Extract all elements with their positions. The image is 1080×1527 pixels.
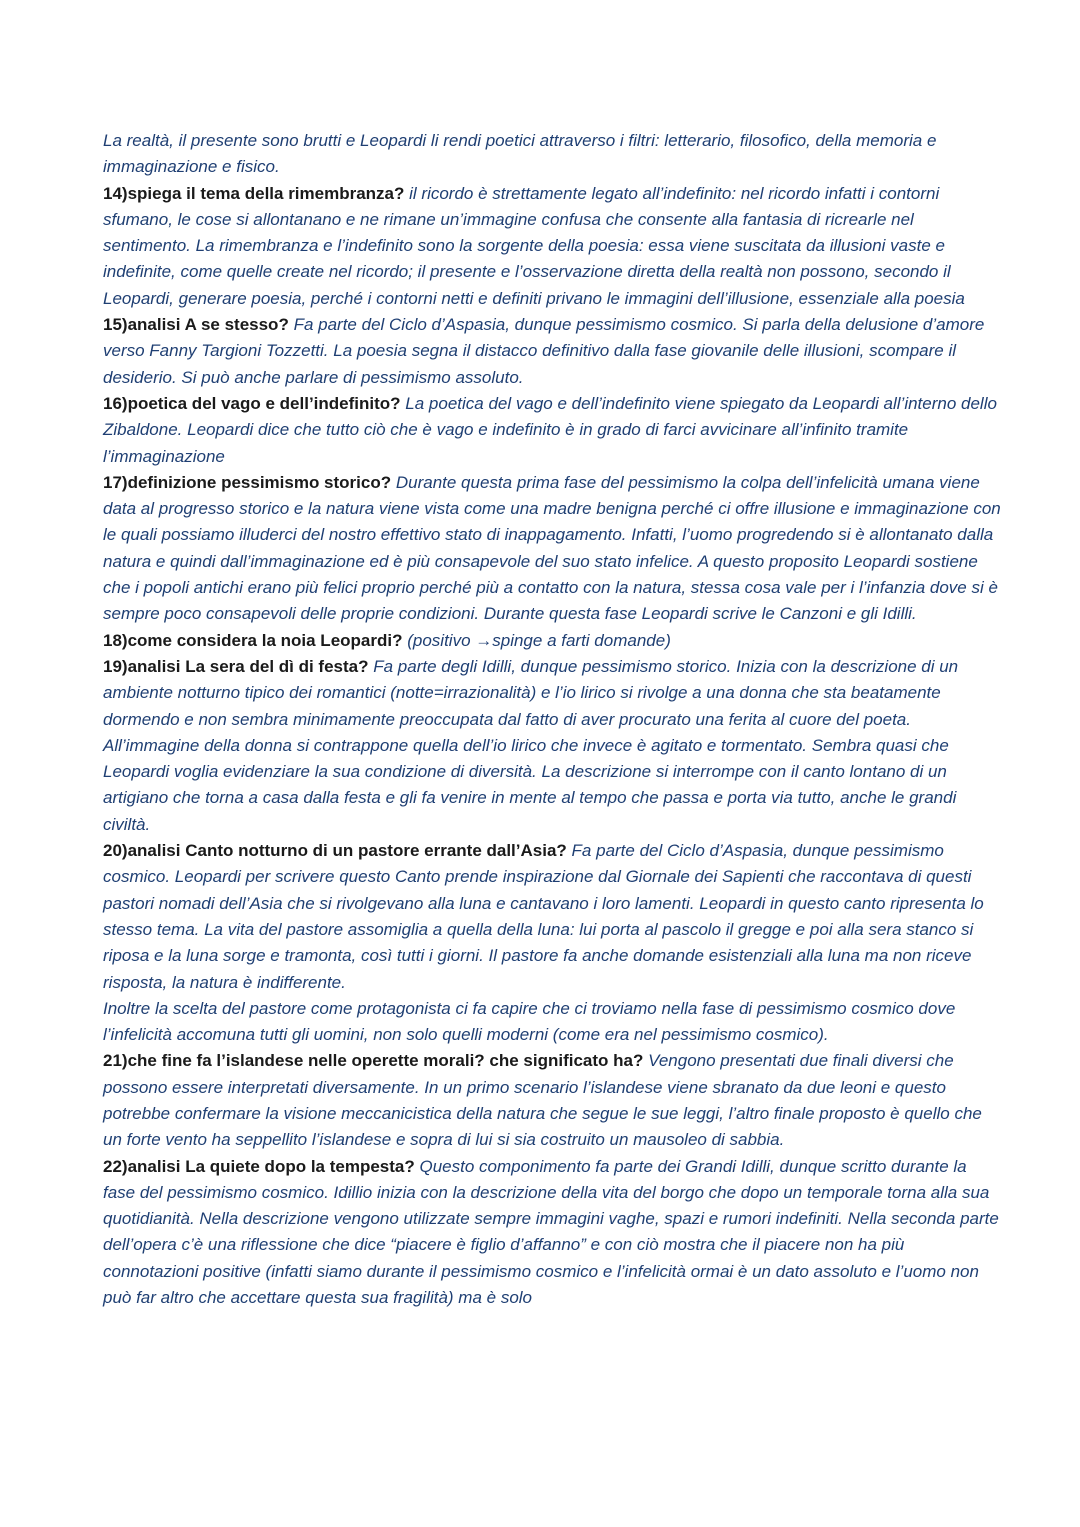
question-17: 17)definizione pessimismo storico?: [103, 472, 392, 492]
answer-15: Fa parte del Ciclo d’Aspasia, dunque pessimismo cosmico. Si parla della delusione d’amore verso Fanny Targioni Tozzetti. La poesia segna il distacco definitivo dalla fase giovanile delle illusioni, scompare il desiderio. Si può anche parlare di pessimismo assoluto.: [103, 315, 985, 387]
question-20: 20)analisi Canto notturno di un pastore errante dall’Asia?: [103, 841, 567, 861]
answer-20-continuation: Inoltre la scelta del pastore come protagonista ci fa capire che ci troviamo nella fase di pessimismo cosmico dove l’infelicità accomuna tutti gli uomini, non solo quelli moderni (come era nel pessimismo cosmico).: [103, 998, 956, 1045]
qa-item-22: [103, 1154, 1003, 1312]
question-14: 14)spiega il tema della rimembranza?: [103, 183, 405, 203]
answer-18-before: (positivo: [407, 630, 476, 650]
qa-item-17: [103, 470, 1003, 628]
qa-item-19: [103, 654, 1003, 838]
answer-16: La poetica del vago e dell’indefinito viene spiegato da Leopardi all’interno dello Zibaldone. Leopardi dice che tutto ciò che è vago e indefinito è in grado di farci avvicinare all’infinito tramite l’immaginazione: [103, 393, 997, 466]
answer-18: [407, 631, 671, 650]
qa-item-15: [103, 312, 1003, 391]
qa-item-21: [103, 1048, 1003, 1153]
answer-17: Durante questa prima fase del pessimismo la colpa dell’infelicità umana viene data al progresso storico e la natura viene vista come una madre benigna perché ci offre illusione e immaginazione con le quali possiamo illuderci del nostro effettivo stato di inappagamento. Infatti, l’uomo progredendo si è allontanato dalla natura e quindi dall’immaginazione ed è più consapevole del suo stato infelice. A questo proposito Leopardi sostiene che i popoli antichi erano più felici proprio perché più a contatto con la natura, stessa cosa vale per i l’infanzia dove si è sempre poco consapevoli delle proprie condizioni. Durante questa fase Leopardi scrive le Canzoni e gli Idilli.: [103, 472, 1001, 624]
arrow-right-icon: →: [475, 630, 493, 650]
answer-21: Vengono presentati due finali diversi che possono essere interpretati diversamente. In un primo scenario l’islandese viene sbranato da due leoni e questo potrebbe confermare la visione meccanicistica della natura che segue le sue leggi, l’altro finale proposto è quello che un forte vento ha seppellito l’islandese e sopra di lui si sia costruito un mausoleo di sabbia.: [103, 1051, 982, 1150]
question-21: 21)che fine fa l’islandese nelle operette morali? che significato ha?: [103, 1051, 644, 1071]
answer-22: Questo componimento fa parte dei Grandi Idilli, dunque scritto durante la fase del pessimismo cosmico. Idillio inizia con la descrizione della vita del borgo che dopo un temporale torna alla sua quotidianità. Nella descrizione vengono utilizzate sempre immagini vaghe, spazi e rumori indefiniti. Nella seconda parte dell’opera c’è una riflessione che dice “piacere è figlio d’affanno” e con ciò mostra che il piacere non ha più connotazioni positive (infatti siamo durante il pessimismo cosmico e l’infelicità ormai è un dato assoluto e l’uomo non può far altro che accettare questa sua fragilità) ma è solo: [103, 1156, 999, 1308]
answer-14: il ricordo è strettamente legato all’indefinito: nel ricordo infatti i contorni sfumano, le cose si allontanano e ne rimane un’immagine confusa che consente alla fantasia di ricrearle nel sentimento. La rimembranza e l’indefinito sono la sorgente della poesia: essa viene suscitata da illusioni vaste e indefinite, come quelle create nel ricordo; il presente e l’osservazione diretta della realtà non possono, secondo il Leopardi, generare poesia, perché i contorni netti e definiti privano le immagini dell’illusione, essenziale alla poesia: [103, 183, 965, 308]
answer-19: Fa parte degli Idilli, dunque pessimismo storico. Inizia con la descrizione di un ambiente notturno tipico dei romantici (notte=irrazionalità) e l’io lirico si rivolge a una donna che sta beatamente dormendo e non sembra minimamente preoccupata dal fatto di aver procurato una ferita al cuore del poeta. All’immagine della donna si contrappone quella dell’io lirico che invece è agitato e tormentato. Sembra quasi che Leopardi voglia evidenziare la sua condizione di diversità. La descrizione si interrompe con il canto lontano di un artigiano che torna a casa dalla festa e gli fa venire in mente al tempo che passa e porta via tutto, anche le grandi civiltà.: [103, 656, 959, 834]
answer-18-after: spinge a farti domande): [492, 630, 671, 650]
document-page: [103, 128, 1003, 1311]
question-19: 19)analisi La sera del dì di festa?: [103, 656, 369, 676]
qa-item-20: [103, 838, 1003, 996]
intro-paragraph: La realtà, il presente sono brutti e Leopardi li rendi poetici attraverso i filtri: letterario, filosofico, della memoria e immaginazione e fisico.: [103, 131, 937, 177]
question-15: 15)analisi A se stesso?: [103, 315, 289, 335]
qa-item-16: [103, 391, 1003, 470]
answer-20: Fa parte del Ciclo d’Aspasia, dunque pessimismo cosmico. Leopardi per scrivere questo Canto prende inspirazione dal Giornale dei Sapienti che raccontava di questi pastori nomadi dell’Asia che si rivolgevano alla luna e cantavano i loro lamenti. Leopardi in questo canto ripresenta lo stesso tema. La vita del pastore assomiglia a quella della luna: lui porta al pascolo il gregge e poi alla sera stanco si riposa e la luna sorge e tramonta, così tutti i giorni. Il pastore fa anche domande esistenziali alla luna ma non riceve risposta, la natura è indifferente.: [103, 841, 984, 992]
question-22: 22)analisi La quiete dopo la tempesta?: [103, 1156, 415, 1176]
question-16: 16)poetica del vago e dell’indefinito?: [103, 393, 401, 413]
qa-item-18: [103, 628, 1003, 654]
qa-item-14: [103, 181, 1003, 312]
question-18: 18)come considera la noia Leopardi?: [103, 630, 403, 650]
